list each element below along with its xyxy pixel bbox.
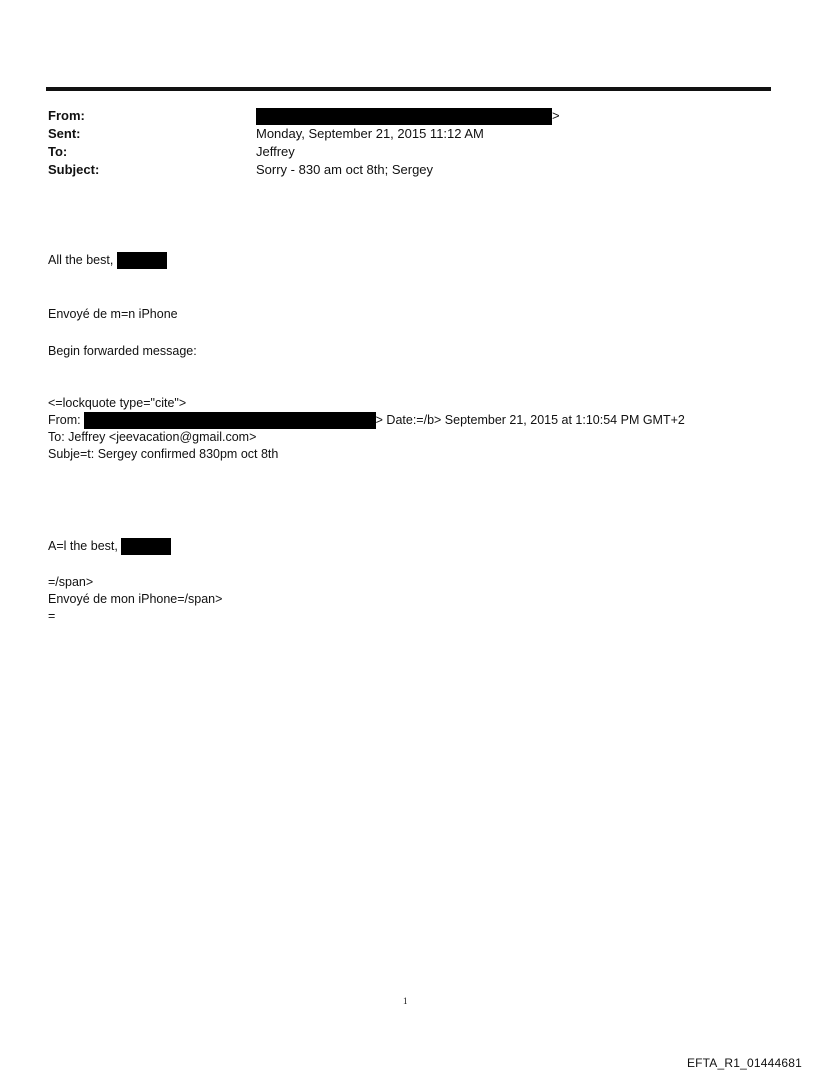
signoff-line-1 (48, 252, 167, 269)
trailing-char-line: = (48, 609, 56, 623)
sent-from-line-2: Envoyé de mon iPhone=/span> (48, 592, 223, 606)
forwarded-from-label: From: (48, 413, 81, 427)
subject-value: Sorry - 830 am oct 8th; Sergey (256, 162, 434, 177)
forwarded-date-text: > Date:=/b> September 21, 2015 at 1:10:54 PM GMT+2 (375, 413, 685, 427)
forwarded-subject-line: Subje=t: Sergey confirmed 830pm oct 8th (48, 447, 279, 461)
to-row (48, 143, 768, 161)
blockquote-tag-line: <=lockquote type="cite"> (48, 396, 187, 410)
sent-row (48, 125, 768, 143)
sent-value: Monday, September 21, 2015 11:12 AM (256, 126, 484, 141)
page-number: 1 (403, 996, 408, 1006)
redaction-box (256, 108, 552, 125)
redaction-box (84, 412, 376, 429)
signoff-line-2 (48, 538, 171, 555)
from-row (48, 107, 768, 125)
forwarded-to-line: To: Jeffrey <jeevacation@gmail.com> (48, 430, 257, 444)
redaction-box (121, 538, 171, 555)
to-label: To: (48, 144, 68, 159)
forwarded-intro: Begin forwarded message: (48, 344, 197, 358)
redaction-box (117, 252, 167, 269)
subject-label: Subject: (48, 162, 100, 177)
signoff-text-2: A=l the best, (48, 539, 118, 553)
forwarded-from-line (48, 412, 685, 429)
document-id: EFTA_R1_01444681 (686, 1056, 802, 1070)
signoff-text-1: All the best, (48, 253, 114, 267)
sent-from-line-1: Envoyé de m=n iPhone (48, 307, 178, 321)
header-divider (46, 87, 771, 91)
from-suffix: > (552, 108, 560, 123)
span-close-line: =/span> (48, 575, 94, 589)
subject-row (48, 161, 768, 179)
from-value (256, 107, 768, 125)
from-label: From: (48, 108, 85, 123)
sent-label: Sent: (48, 126, 81, 141)
to-value: Jeffrey (256, 144, 295, 159)
email-header (48, 107, 768, 179)
